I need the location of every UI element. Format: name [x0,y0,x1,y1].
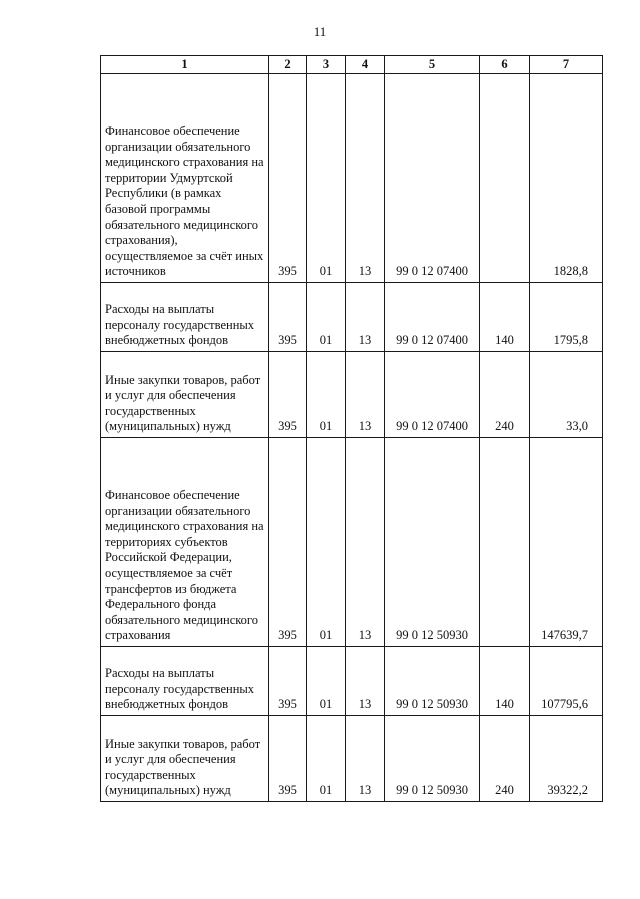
amount-cell: 107795,6 [530,647,603,716]
expense-type-cell [480,438,530,647]
amount-cell: 33,0 [530,352,603,438]
amount-cell: 1828,8 [530,74,603,283]
subsection-code-cell: 13 [346,352,385,438]
column-header: 3 [307,56,346,74]
expense-name-cell: Финансовое обеспечение организации обязательного медицинского страхования на территориях субъектов Российской Федерации, осуществляемое за счёт трансфертов из бюджета Федерального фонда обязательного медицинского страхования [101,438,269,647]
target-code-cell: 99 0 12 50930 [385,716,480,802]
expense-type-cell: 140 [480,647,530,716]
section-code-cell: 01 [307,438,346,647]
expense-name-cell: Иные закупки товаров, работ и услуг для обеспечения государственных (муниципальных) нужд [101,352,269,438]
table-row [101,74,603,283]
target-code-cell: 99 0 12 07400 [385,283,480,352]
amount-cell: 39322,2 [530,716,603,802]
section-code-cell: 01 [307,283,346,352]
subsection-code-cell: 13 [346,647,385,716]
target-code-cell: 99 0 12 07400 [385,74,480,283]
subsection-code-cell: 13 [346,438,385,647]
subsection-code-cell: 13 [346,716,385,802]
admin-code-cell: 395 [269,716,307,802]
section-code-cell: 01 [307,352,346,438]
table-row [101,283,603,352]
table-row [101,352,603,438]
column-header: 2 [269,56,307,74]
section-code-cell: 01 [307,647,346,716]
expense-name-cell: Финансовое обеспечение организации обязательного медицинского страхования на территории Удмуртской Республики (в рамках базовой программы обязательного медицинского страхования), осуществляемое за счёт иных источников [101,74,269,283]
target-code-cell: 99 0 12 50930 [385,438,480,647]
expense-type-cell: 140 [480,283,530,352]
table-row [101,647,603,716]
target-code-cell: 99 0 12 50930 [385,647,480,716]
expense-type-cell: 240 [480,352,530,438]
admin-code-cell: 395 [269,438,307,647]
budget-table [100,55,603,802]
page-number: 11 [313,24,327,39]
section-code-cell: 01 [307,74,346,283]
admin-code-cell: 395 [269,352,307,438]
table-header-row [101,56,603,74]
column-header: 1 [101,56,269,74]
column-header: 6 [480,56,530,74]
column-header: 4 [346,56,385,74]
subsection-code-cell: 13 [346,283,385,352]
expense-type-cell: 240 [480,716,530,802]
admin-code-cell: 395 [269,647,307,716]
expense-type-cell [480,74,530,283]
expense-name-cell: Иные закупки товаров, работ и услуг для обеспечения государственных (муниципальных) нужд [101,716,269,802]
target-code-cell: 99 0 12 07400 [385,352,480,438]
column-header: 7 [530,56,603,74]
section-code-cell: 01 [307,716,346,802]
table-row [101,716,603,802]
amount-cell: 1795,8 [530,283,603,352]
admin-code-cell: 395 [269,283,307,352]
expense-name-cell: Расходы на выплаты персоналу государственных внебюджетных фондов [101,283,269,352]
subsection-code-cell: 13 [346,74,385,283]
column-header: 5 [385,56,480,74]
admin-code-cell: 395 [269,74,307,283]
amount-cell: 147639,7 [530,438,603,647]
table-row [101,438,603,647]
expense-name-cell: Расходы на выплаты персоналу государственных внебюджетных фондов [101,647,269,716]
